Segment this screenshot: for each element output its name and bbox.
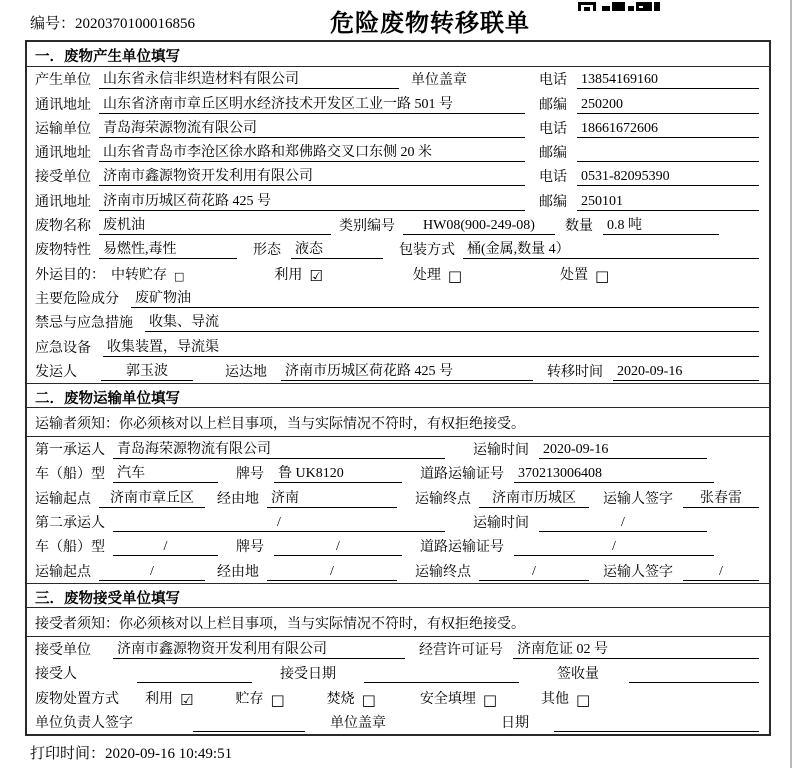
via1-value: 济南 bbox=[267, 487, 397, 508]
row-equipment bbox=[27, 334, 769, 358]
section2-notice: 运输者须知：你必须核对以上栏目事项，当与实际情况不符时，有权拒绝接受。 bbox=[27, 408, 769, 437]
shipper-label: 发运人 bbox=[35, 364, 77, 380]
sign1-value: 张春雷 bbox=[683, 487, 759, 508]
document-header bbox=[0, 0, 796, 40]
origin2-value: / bbox=[99, 564, 205, 581]
purpose-label: 外运目的： bbox=[35, 267, 105, 283]
origin1-value: 济南市章丘区 bbox=[99, 487, 205, 508]
page-right-edge bbox=[790, 0, 792, 768]
origin1-label: 运输起点 bbox=[35, 491, 91, 507]
operating-license-value: 济南危证 02 号 bbox=[513, 638, 759, 659]
sign2-value: / bbox=[683, 564, 759, 581]
producer-value: 山东省永信非织造材料有限公司 bbox=[99, 68, 399, 89]
phone1-value: 13854169160 bbox=[577, 72, 759, 89]
plate2-label: 牌号 bbox=[236, 540, 264, 556]
purpose-option-transfer-storage bbox=[111, 264, 184, 284]
category-label: 类别编号 bbox=[339, 219, 395, 235]
row-purpose bbox=[27, 261, 769, 285]
taboo-label: 禁忌与应急措施 bbox=[35, 316, 133, 332]
disposal-option-other bbox=[541, 688, 590, 708]
sign2-label: 运输人签字 bbox=[603, 564, 673, 580]
qr-code-icon bbox=[578, 0, 660, 16]
carrier1-label: 第一承运人 bbox=[35, 443, 105, 459]
disposal-store-label: 贮存 bbox=[235, 691, 264, 707]
form-value: 液态 bbox=[291, 238, 383, 259]
section3-notice: 接受者须知：你必须核对以上栏目事项，当与实际情况不符时，有权拒绝接受。 bbox=[27, 608, 769, 637]
row-accept-person bbox=[27, 661, 769, 685]
vehicle1-value: 汽车 bbox=[113, 462, 218, 483]
section2-header: 二．废物运输单位填写 bbox=[27, 383, 769, 408]
disposal-label: 废物处置方式 bbox=[35, 691, 119, 707]
receiver-label: 接受单位 bbox=[35, 170, 91, 186]
accept-unit-value: 济南市鑫源物资开发利用有限公司 bbox=[113, 638, 405, 659]
transfer-time-value: 2020-09-16 bbox=[613, 364, 759, 381]
disposal-landfill-label: 安全填埋 bbox=[419, 691, 476, 707]
phone3-value: 0531-82095390 bbox=[577, 169, 759, 186]
checkbox-disposal-landfill-icon: □ bbox=[482, 690, 498, 709]
checkbox-disposal-use-icon: ☑ bbox=[180, 690, 194, 709]
vehicle2-value: / bbox=[113, 539, 218, 556]
row-producer bbox=[27, 67, 769, 91]
address1-label: 通讯地址 bbox=[35, 97, 91, 113]
carrier2-value: / bbox=[113, 515, 445, 532]
disposal-use-label: 利用 bbox=[145, 691, 173, 707]
phone2-label: 电话 bbox=[539, 121, 567, 137]
print-time-value: 2020-09-16 10:49:51 bbox=[105, 746, 233, 762]
section3-header: 三．废物接受单位填写 bbox=[27, 583, 769, 608]
address2-value: 山东省青岛市李沧区徐水路和郑佛路交叉口东侧 20 米 bbox=[99, 141, 525, 162]
serial-number-line bbox=[30, 12, 195, 33]
row-responsible-sign bbox=[27, 710, 769, 734]
checkbox-disposal-incinerate-icon: □ bbox=[361, 690, 376, 709]
waste-name-label: 废物名称 bbox=[35, 219, 91, 235]
taboo-value: 收集、导流 bbox=[145, 311, 759, 332]
license2-value: / bbox=[514, 539, 714, 556]
checkbox-disposal-store-icon: □ bbox=[270, 690, 285, 709]
carrier1-value: 青岛海荣源物流有限公司 bbox=[113, 438, 445, 459]
via2-label: 经由地 bbox=[217, 564, 259, 580]
operating-license-label: 经营许可证号 bbox=[419, 642, 503, 658]
unit-seal-label: 单位盖章 bbox=[411, 73, 467, 89]
accept-unit-label: 接受单位 bbox=[35, 642, 91, 658]
manifest-form bbox=[25, 40, 771, 736]
transporter-label: 运输单位 bbox=[35, 121, 91, 137]
receiver-value: 济南市鑫源物资开发利用有限公司 bbox=[99, 165, 525, 186]
plate2-value: / bbox=[274, 539, 402, 556]
time1-value: 2020-09-16 bbox=[539, 442, 707, 459]
plate1-label: 牌号 bbox=[236, 467, 264, 483]
transporter-value: 青岛海荣源物流有限公司 bbox=[99, 117, 525, 138]
plate1-value: 鲁 UK8120 bbox=[274, 462, 402, 483]
address1-value: 山东省济南市章丘区明水经济技术开发区工业一路 501 号 bbox=[99, 93, 525, 114]
license2-label: 道路运输证号 bbox=[420, 540, 504, 556]
time2-value: / bbox=[539, 515, 707, 532]
phone1-label: 电话 bbox=[539, 73, 567, 89]
date2-label: 日期 bbox=[501, 715, 529, 731]
purpose-option-use bbox=[274, 264, 322, 284]
disposal-option-incinerate bbox=[327, 688, 376, 708]
zip3-value: 250101 bbox=[577, 194, 759, 211]
checkbox-use-icon: ☑ bbox=[309, 266, 323, 285]
signed-amount-value bbox=[629, 666, 759, 683]
via1-label: 经由地 bbox=[217, 491, 259, 507]
purpose-use-label: 利用 bbox=[274, 267, 303, 283]
address3-label: 通讯地址 bbox=[35, 194, 91, 210]
row-route1 bbox=[27, 485, 769, 509]
checkbox-treat-icon: □ bbox=[447, 266, 463, 285]
hazard-value: 废矿物油 bbox=[131, 287, 759, 308]
checkbox-transfer-storage-icon: □ bbox=[174, 269, 185, 283]
purpose-dispose-label: 处置 bbox=[560, 267, 589, 283]
print-time-label: 打印时间： bbox=[30, 746, 106, 762]
packaging-label: 包装方式 bbox=[399, 243, 455, 259]
destination-label: 运达地 bbox=[225, 364, 267, 380]
equipment-value: 收集装置，导流渠 bbox=[103, 336, 759, 357]
carrier2-label: 第二承运人 bbox=[35, 516, 105, 532]
zip1-label: 邮编 bbox=[539, 97, 567, 113]
signed-amount-label: 签收量 bbox=[557, 667, 599, 683]
disposal-option-landfill bbox=[420, 688, 497, 708]
license1-label: 道路运输证号 bbox=[420, 467, 504, 483]
accept-person-value bbox=[137, 666, 252, 683]
waste-name-value: 废机油 bbox=[99, 214, 331, 235]
row-address2 bbox=[27, 140, 769, 164]
page-title: 危险废物转移联单 bbox=[330, 11, 530, 37]
transfer-time-label: 转移时间 bbox=[547, 364, 603, 380]
row-transporter bbox=[27, 116, 769, 140]
zip1-value: 250200 bbox=[577, 97, 759, 114]
time1-label: 运输时间 bbox=[473, 443, 529, 459]
responsible-sign-value bbox=[193, 715, 305, 732]
row-taboo bbox=[27, 310, 769, 334]
quantity-label: 数量 bbox=[565, 219, 593, 235]
characteristics-label: 废物特性 bbox=[35, 243, 91, 259]
category-value: HW08(900-249-08) bbox=[403, 218, 555, 235]
section1-header: 一．废物产生单位填写 bbox=[27, 42, 769, 67]
row-carrier2 bbox=[27, 510, 769, 534]
form-label: 形态 bbox=[253, 243, 281, 259]
equipment-label: 应急设备 bbox=[35, 340, 91, 356]
row-route2 bbox=[27, 558, 769, 582]
purpose-option-dispose bbox=[560, 264, 609, 284]
row-vehicle2 bbox=[27, 534, 769, 558]
row-disposal bbox=[27, 685, 769, 709]
packaging-value: 桶(金属,数量 4） bbox=[463, 238, 759, 259]
row-receiver bbox=[27, 164, 769, 188]
row-vehicle1 bbox=[27, 461, 769, 485]
zip2-label: 邮编 bbox=[539, 146, 567, 162]
hazard-label: 主要危险成分 bbox=[35, 291, 119, 307]
disposal-incinerate-label: 焚烧 bbox=[326, 691, 355, 707]
address3-value: 济南市历城区荷花路 425 号 bbox=[99, 190, 525, 211]
zip2-value bbox=[577, 145, 759, 162]
checkbox-disposal-other-icon: □ bbox=[576, 690, 591, 709]
row-characteristics bbox=[27, 237, 769, 261]
vehicle2-label: 车（船）型 bbox=[35, 540, 105, 556]
row-hazard bbox=[27, 286, 769, 310]
row-address3 bbox=[27, 188, 769, 212]
quantity-value: 0.8 吨 bbox=[603, 214, 719, 235]
serial-value: 2020370100016856 bbox=[75, 16, 196, 32]
origin2-label: 运输起点 bbox=[35, 564, 91, 580]
license1-value: 370213006408 bbox=[514, 466, 714, 483]
phone3-label: 电话 bbox=[539, 170, 567, 186]
row-carrier1 bbox=[27, 437, 769, 461]
accept-date-label: 接受日期 bbox=[280, 667, 336, 683]
row-accept-unit bbox=[27, 637, 769, 661]
purpose-treat-label: 处理 bbox=[412, 267, 441, 283]
responsible-sign-label: 单位负责人签字 bbox=[35, 715, 133, 731]
producer-label: 产生单位 bbox=[35, 73, 91, 89]
serial-label: 编号： bbox=[30, 16, 76, 32]
date2-value bbox=[554, 715, 759, 732]
end1-label: 运输终点 bbox=[415, 491, 471, 507]
end2-label: 运输终点 bbox=[415, 564, 471, 580]
characteristics-value: 易燃性,毒性 bbox=[99, 238, 237, 259]
shipper-value: 郭玉波 bbox=[101, 360, 193, 381]
disposal-other-label: 其他 bbox=[541, 691, 570, 707]
print-time-line bbox=[30, 742, 232, 763]
accept-date-value bbox=[364, 666, 519, 683]
purpose-transfer-storage-label: 中转贮存 bbox=[111, 267, 167, 283]
via2-value: / bbox=[267, 564, 397, 581]
destination-value: 济南市历城区荷花路 425 号 bbox=[281, 360, 533, 381]
phone2-value: 18661672606 bbox=[577, 121, 759, 138]
sign1-label: 运输人签字 bbox=[603, 491, 673, 507]
address2-label: 通讯地址 bbox=[35, 146, 91, 162]
end2-value: / bbox=[479, 564, 589, 581]
accept-person-label: 接受人 bbox=[35, 667, 77, 683]
zip3-label: 邮编 bbox=[539, 194, 567, 210]
row-waste-name bbox=[27, 213, 769, 237]
time2-label: 运输时间 bbox=[473, 516, 529, 532]
end1-value: 济南市历城区 bbox=[479, 487, 589, 508]
row-address1 bbox=[27, 91, 769, 115]
purpose-option-treat bbox=[413, 264, 462, 284]
vehicle1-label: 车（船）型 bbox=[35, 467, 105, 483]
row-shipper bbox=[27, 359, 769, 383]
disposal-option-use bbox=[145, 688, 193, 708]
checkbox-dispose-icon: □ bbox=[595, 266, 610, 285]
unit-seal2-label: 单位盖章 bbox=[330, 715, 386, 731]
disposal-option-store bbox=[235, 688, 284, 708]
